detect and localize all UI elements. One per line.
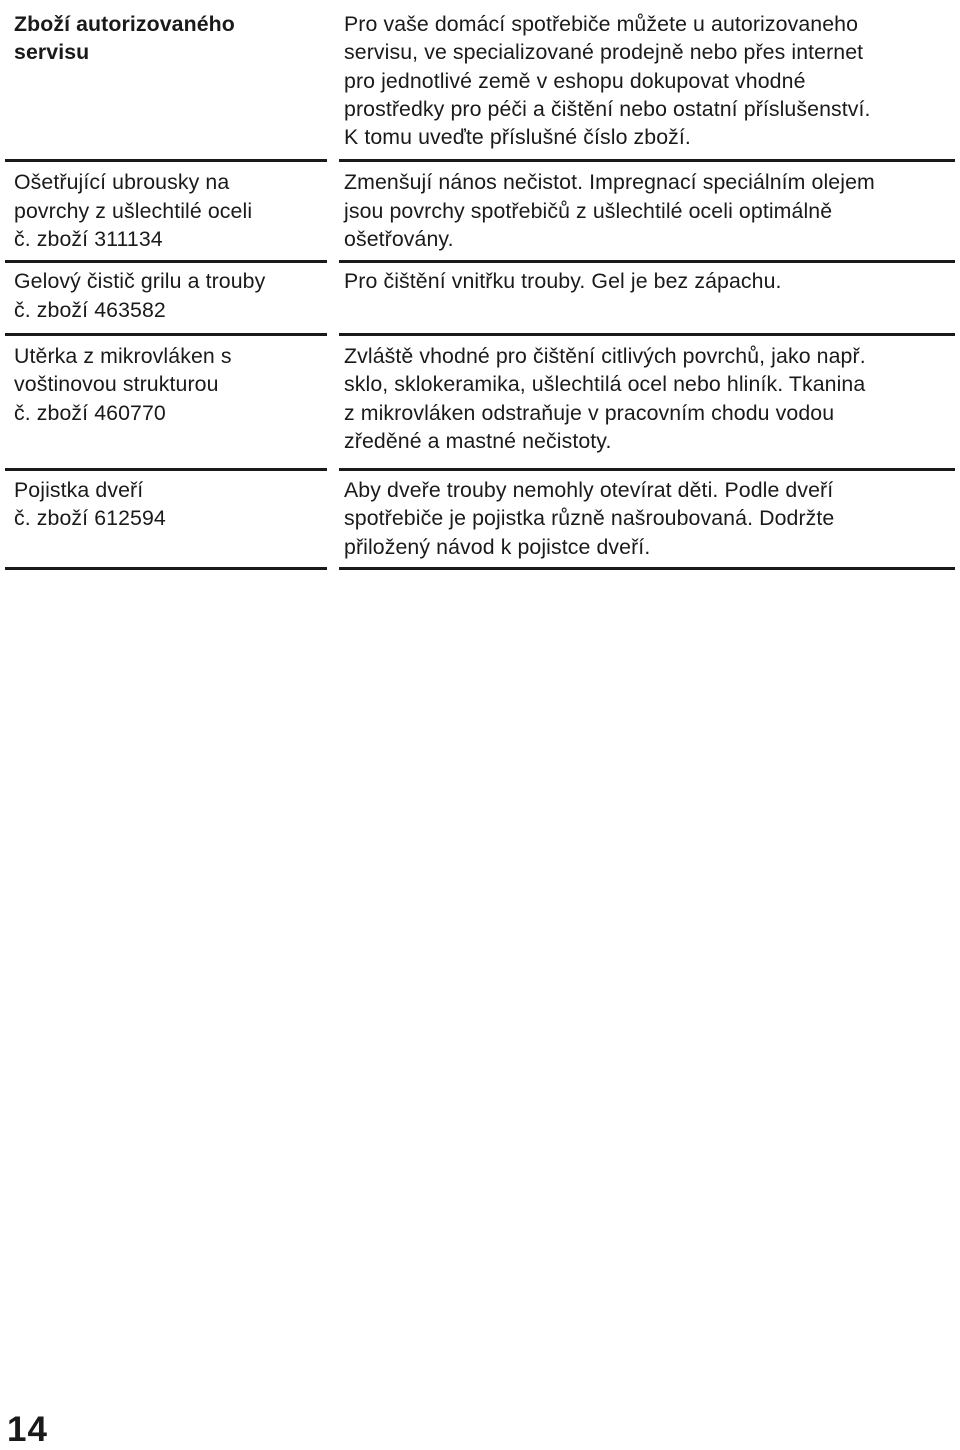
accessories-table bbox=[5, 6, 955, 570]
product-name-cell bbox=[5, 336, 327, 468]
page-number: 14 bbox=[7, 1410, 48, 1449]
description-cell bbox=[339, 162, 955, 260]
column-gap bbox=[327, 471, 339, 570]
table-row bbox=[5, 471, 955, 570]
table-row bbox=[5, 336, 955, 471]
description-cell bbox=[339, 6, 955, 159]
column-gap bbox=[327, 162, 339, 263]
column-gap bbox=[327, 336, 339, 471]
product-name: Ošetřující ubrousky na povrchy z ušlechtilé oceli č. zboží 311134 bbox=[14, 170, 253, 252]
product-description: Pro čištění vnitřku trouby. Gel je bez zápachu. bbox=[344, 269, 782, 294]
description-cell bbox=[339, 336, 955, 468]
product-name-cell bbox=[5, 162, 327, 260]
product-name-cell bbox=[5, 263, 327, 333]
table-row bbox=[5, 6, 955, 162]
table-row bbox=[5, 263, 955, 336]
section-heading-cell bbox=[5, 6, 327, 159]
product-name: Gelový čistič grilu a trouby č. zboží 463582 bbox=[14, 269, 266, 322]
column-gap bbox=[327, 263, 339, 336]
description-cell bbox=[339, 263, 955, 333]
product-description: Zvláště vhodné pro čištění citlivých povrchů, jako např. sklo, sklokeramika, ušlechtilá ocel nebo hliník. Tkanina z mikrovláken odstraňuje v pracovním chodu vodou zředěné a mastné nečistoty. bbox=[344, 343, 866, 453]
product-description: Zmenšují nános nečistot. Impregnací speciálním olejem jsou povrchy spotřebičů z ušlechtilé oceli optimálně ošetřovány. bbox=[344, 170, 875, 252]
product-name: Utěrka z mikrovláken s voštinovou strukturou č. zboží 460770 bbox=[14, 343, 232, 425]
description-cell bbox=[339, 471, 955, 567]
product-name-cell bbox=[5, 471, 327, 567]
column-gap bbox=[327, 6, 339, 162]
product-description: Aby dveře trouby nemohly otevírat děti. Podle dveří spotřebiče je pojistka různě našroubovaná. Dodržte přiložený návod k pojistce dveří. bbox=[344, 478, 835, 559]
product-name: Pojistka dveří č. zboží 612594 bbox=[14, 478, 166, 531]
intro-paragraph: Pro vaše domácí spotřebiče můžete u autorizovaneho servisu, ve specializované prodejně nebo přes internet pro jednotlivé země v eshopu dokupovat vhodné prostředky pro péči a čištění nebo ostatní příslušenství. K tomu uveďte příslušné číslo zboží. bbox=[344, 12, 871, 150]
table-row bbox=[5, 162, 955, 263]
section-heading: Zboží autorizovaného servisu bbox=[14, 12, 235, 65]
